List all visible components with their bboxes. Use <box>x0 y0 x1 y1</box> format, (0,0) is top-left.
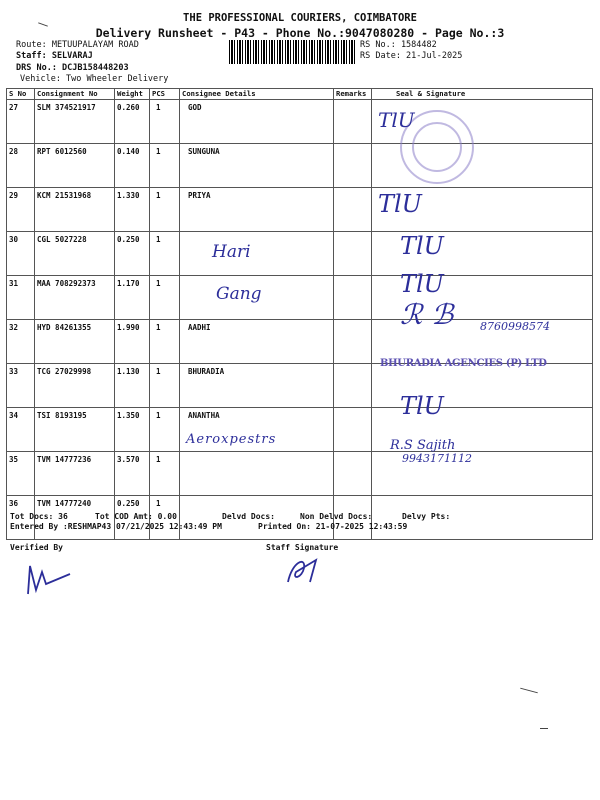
cell-sno: 34 <box>7 408 35 452</box>
cell-pcs: 1 <box>150 100 180 144</box>
sign-row34: TlU <box>400 392 444 420</box>
table-row <box>7 364 593 408</box>
cell-pcs: 1 <box>150 452 180 496</box>
sign-row32: ℛ ℬ <box>400 298 454 331</box>
cell-consignment: MAA 708292373 <box>35 276 115 320</box>
cell-sno: 29 <box>7 188 35 232</box>
printed-on: Printed On: 21-07-2025 12:43:59 <box>258 522 408 531</box>
runsheet-title: Delivery Runsheet - P43 - Phone No.:9047080280 - Page No.:3 <box>95 26 505 40</box>
cell-weight: 0.250 <box>115 496 150 540</box>
cell-consignee: GOD <box>180 100 334 144</box>
tot-docs: Tot Docs: 36 <box>10 512 68 521</box>
table-row <box>7 100 593 144</box>
cell-sno: 33 <box>7 364 35 408</box>
cell-sno: 31 <box>7 276 35 320</box>
staff-text: Staff: SELVARAJ <box>16 51 93 61</box>
cell-weight: 1.130 <box>115 364 150 408</box>
scan-mark <box>520 688 538 694</box>
drs-text: DRS No.: DCJB158448203 <box>16 63 129 73</box>
cell-weight: 1.350 <box>115 408 150 452</box>
staff-signature <box>282 552 332 588</box>
rs-no: RS No.: 1584482 <box>360 40 437 50</box>
cell-remarks <box>334 188 372 232</box>
cell-pcs: 1 <box>150 276 180 320</box>
company-stamp-row33: BHURADIA AGENCIES (P) LTD <box>380 358 547 369</box>
table-row <box>7 276 593 320</box>
table-row <box>7 408 593 452</box>
tot-cod: Tot COD Amt: 0.00 <box>95 512 177 521</box>
verified-signature <box>20 560 80 600</box>
phone-row32: 8760998574 <box>480 320 550 333</box>
cell-remarks <box>334 144 372 188</box>
cell-sno: 36 <box>7 496 35 540</box>
cell-weight: 3.570 <box>115 452 150 496</box>
col-remarks: Remarks <box>334 89 372 100</box>
entered-by: Entered By :RESHMAP43 07/21/2025 12:43:49 PM <box>10 522 222 531</box>
cell-weight: 0.250 <box>115 232 150 276</box>
cell-weight: 0.140 <box>115 144 150 188</box>
rs-date: RS Date: 21-Jul-2025 <box>360 51 463 61</box>
vehicle-text: Vehicle: Two Wheeler Delivery <box>20 74 169 84</box>
seal-stamp-inner <box>412 122 462 172</box>
col-pcs: PCS <box>150 89 180 100</box>
cell-remarks <box>334 408 372 452</box>
cell-pcs: 1 <box>150 232 180 276</box>
sign-row27: TlU <box>378 108 415 132</box>
col-weight: Weight <box>115 89 150 100</box>
route-text: Route: METUUPALAYAM ROAD <box>16 40 139 50</box>
delvy-pts: Delvy Pts: <box>402 512 451 521</box>
sign-row31: TlU <box>400 270 444 298</box>
consignee-hand-31: Gang <box>216 284 262 304</box>
cell-remarks <box>334 100 372 144</box>
cell-consignee: BHURADIA <box>180 364 334 408</box>
cell-consignment: TVM 14777236 <box>35 452 115 496</box>
cell-weight: 1.990 <box>115 320 150 364</box>
cell-pcs: 1 <box>150 188 180 232</box>
cell-sno: 32 <box>7 320 35 364</box>
sign-row30: TlU <box>400 232 444 260</box>
cell-sno: 35 <box>7 452 35 496</box>
delvd-docs: Delvd Docs: <box>222 512 275 521</box>
cell-consignment: RPT 6012560 <box>35 144 115 188</box>
scan-mark <box>540 728 548 729</box>
col-consignment: Consignment No <box>35 89 115 100</box>
cell-remarks <box>334 452 372 496</box>
cell-remarks <box>334 364 372 408</box>
sign-row35: R.S Sajith <box>390 438 456 453</box>
cell-consignment: KCM 21531968 <box>35 188 115 232</box>
col-seal: Seal & Signature <box>372 89 593 100</box>
verified-by-label: Verified By <box>10 543 63 552</box>
col-sno: S No <box>7 89 35 100</box>
sign-row29: TlU <box>378 190 422 218</box>
cell-consignment: HYD 84261355 <box>35 320 115 364</box>
cell-remarks <box>334 320 372 364</box>
table-row <box>7 452 593 496</box>
table-header-row <box>7 89 593 100</box>
cell-consignee: SUNGUNA <box>180 144 334 188</box>
cell-pcs: 1 <box>150 144 180 188</box>
company-title: THE PROFESSIONAL COURIERS, COIMBATORE <box>183 12 417 24</box>
cell-consignee <box>180 452 334 496</box>
table-row <box>7 188 593 232</box>
cell-weight: 1.170 <box>115 276 150 320</box>
cell-sno: 28 <box>7 144 35 188</box>
cell-weight: 1.330 <box>115 188 150 232</box>
cell-consignment: TVM 14777240 <box>35 496 115 540</box>
consignee-hand-35: Aeroxpestrs <box>186 432 277 447</box>
cell-consignment: TCG 27029998 <box>35 364 115 408</box>
table-row <box>7 232 593 276</box>
cell-consignee: PRIYA <box>180 188 334 232</box>
consignee-hand-30: Hari <box>212 242 251 262</box>
cell-sno: 30 <box>7 232 35 276</box>
staff-signature-label: Staff Signature <box>266 543 339 552</box>
cell-pcs: 1 <box>150 364 180 408</box>
cell-weight: 0.260 <box>115 100 150 144</box>
cell-remarks <box>334 276 372 320</box>
phone-row35: 9943171112 <box>402 452 472 465</box>
cell-pcs: 1 <box>150 408 180 452</box>
cell-remarks <box>334 232 372 276</box>
cell-sno: 27 <box>7 100 35 144</box>
barcode <box>229 40 355 64</box>
cell-consignment: SLM 374521917 <box>35 100 115 144</box>
cell-pcs: 1 <box>150 496 180 540</box>
col-consignee: Consignee Details <box>180 89 334 100</box>
cell-consignee <box>180 232 334 276</box>
cell-pcs: 1 <box>150 320 180 364</box>
runsheet-table <box>6 88 593 540</box>
cell-consignee: AADHI <box>180 320 334 364</box>
cell-consignment: CGL 5027228 <box>35 232 115 276</box>
cell-consignee: ANANTHA <box>180 408 334 452</box>
cell-consignment: TSI 8193195 <box>35 408 115 452</box>
non-delvd-docs: Non Delvd Docs: <box>300 512 373 521</box>
table-row <box>7 144 593 188</box>
